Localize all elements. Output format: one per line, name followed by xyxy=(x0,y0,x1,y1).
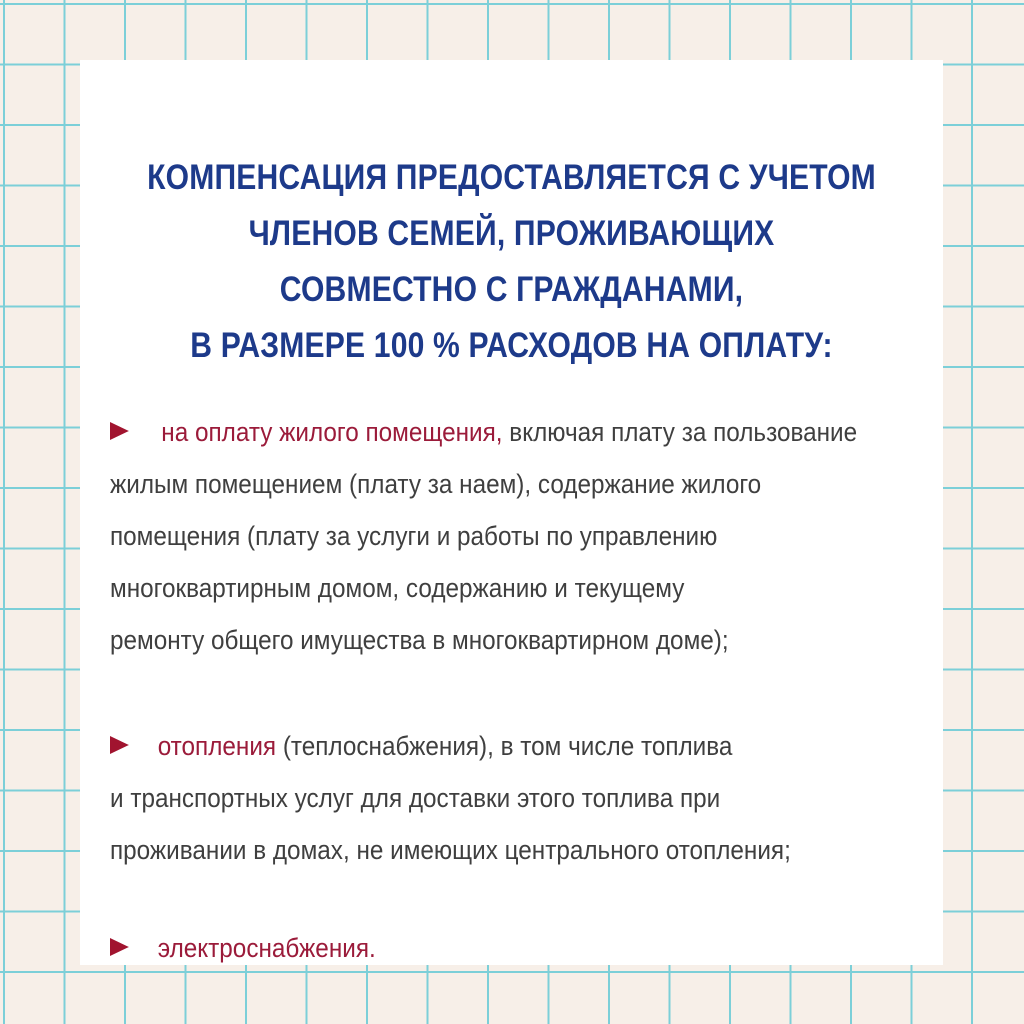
heading-line: В РАЗМЕРЕ 100 % РАСХОДОВ НА ОПЛАТУ: xyxy=(190,326,833,365)
list-item-text: включая плату за пользование xyxy=(502,417,858,447)
list-item-first-line xyxy=(110,406,858,458)
page-heading xyxy=(140,150,882,374)
list-item-text: помещения (плату за услуги и работы по управлению xyxy=(110,521,718,551)
list-item-heating xyxy=(110,720,848,876)
list-item-first-line xyxy=(110,720,848,772)
list-item-housing xyxy=(110,406,858,666)
triangle-right-icon xyxy=(110,422,129,440)
triangle-right-icon xyxy=(110,938,129,956)
content-card xyxy=(80,60,943,965)
list-item-first-line xyxy=(110,922,848,974)
list-item-text: жилым помещением (плату за наем), содержание жилого xyxy=(110,469,762,499)
list-item-text: и транспортных услуг для доставки этого топлива при xyxy=(110,783,721,813)
heading-line: ЧЛЕНОВ СЕМЕЙ, ПРОЖИВАЮЩИХ xyxy=(248,214,775,253)
list-item-text: ремонту общего имущества в многоквартирном доме); xyxy=(110,625,729,655)
list-item-highlight: на оплату жилого помещения, xyxy=(161,417,503,447)
heading-line: СОВМЕСТНО С ГРАЖДАНАМИ, xyxy=(279,270,744,309)
triangle-right-icon xyxy=(110,736,129,754)
list-item-electricity xyxy=(110,922,848,974)
list-item-highlight: электроснабжения. xyxy=(157,933,376,963)
heading-line: КОМПЕНСАЦИЯ ПРЕДОСТАВЛЯЕТСЯ С УЧЕТОМ xyxy=(147,158,876,197)
list-item-text: многоквартирным домом, содержанию и текущему xyxy=(110,573,685,603)
list-item-text: проживании в домах, не имеющих центрального отопления; xyxy=(110,835,791,865)
list-item-text: (теплоснабжения), в том числе топлива xyxy=(276,731,733,761)
list-item-highlight: отопления xyxy=(157,731,277,761)
